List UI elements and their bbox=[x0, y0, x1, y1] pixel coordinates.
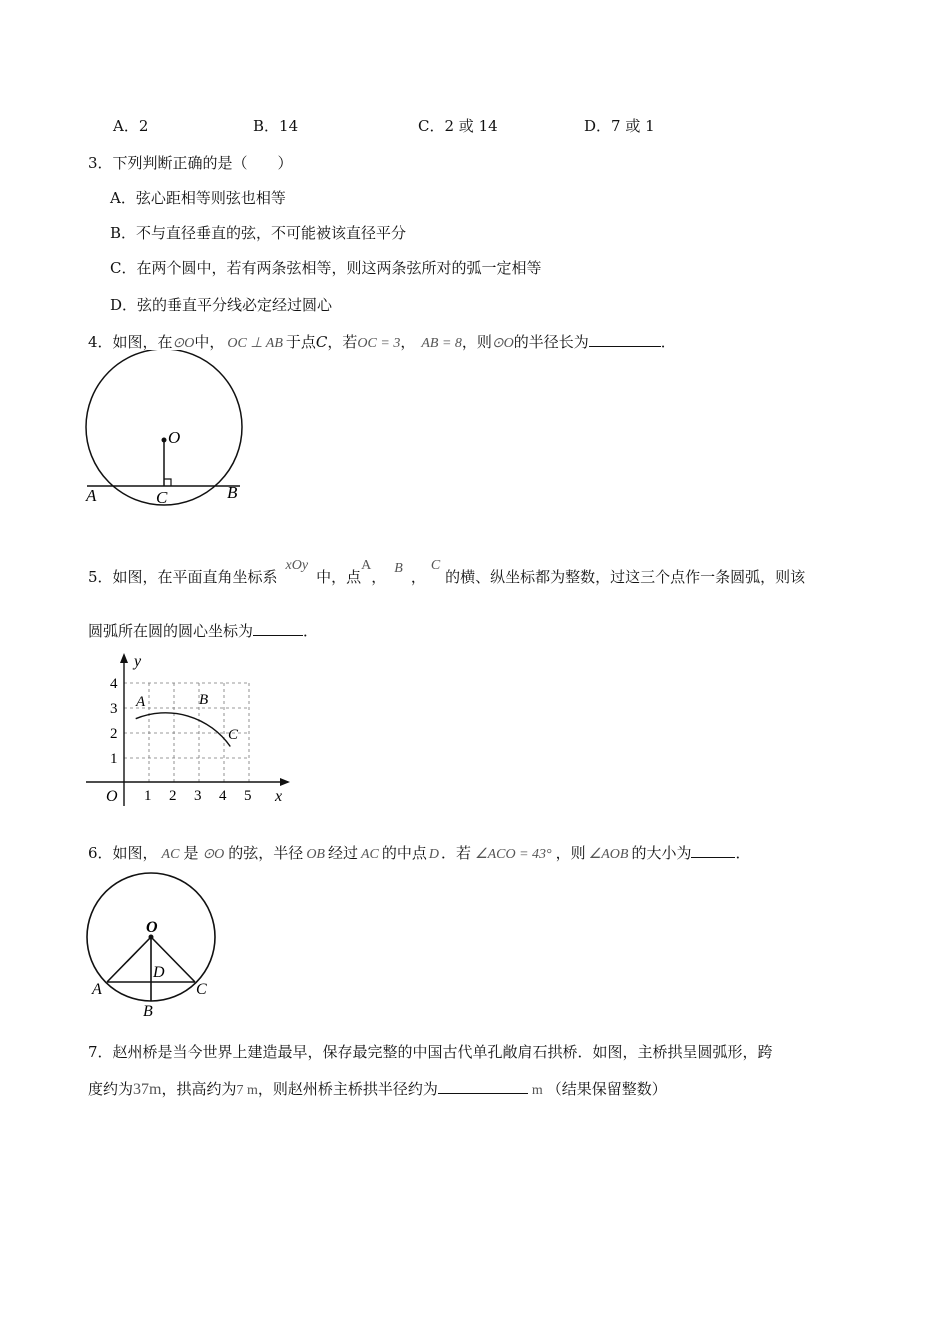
q3-option-d bbox=[110, 295, 332, 315]
q5-stem-line1 bbox=[88, 558, 806, 589]
x-tick-4: 4 bbox=[219, 788, 227, 804]
circle-o-symbol: ⊙O bbox=[172, 336, 195, 351]
right-angle-mark bbox=[164, 479, 171, 486]
xoy-symbol: xOy bbox=[285, 558, 309, 573]
option-text: 2 bbox=[138, 117, 149, 135]
option-label: D． bbox=[110, 296, 138, 314]
q2-option-a bbox=[113, 116, 148, 136]
text: ． bbox=[660, 333, 676, 351]
text: 是 bbox=[183, 844, 199, 862]
text: ． bbox=[735, 844, 751, 862]
text: 6．如图， bbox=[88, 844, 158, 862]
q5-coordinate-graph bbox=[82, 648, 297, 810]
label-b: B bbox=[227, 483, 238, 502]
option-text: 在两个圆中，若有两条弦相等，则这两条弦所对的弧一定相等 bbox=[136, 259, 542, 277]
q6-figure bbox=[80, 858, 230, 1020]
q3-option-b bbox=[110, 223, 406, 243]
label-a: A bbox=[86, 486, 97, 505]
label-c: C bbox=[196, 981, 207, 998]
label-b: B bbox=[143, 1003, 153, 1020]
q7-stem-line2 bbox=[88, 1078, 667, 1101]
option-label: D． bbox=[584, 117, 612, 135]
text: ． bbox=[303, 622, 319, 640]
text: 度约为 bbox=[88, 1080, 134, 1098]
option-text: 7 或 1 bbox=[611, 117, 655, 135]
q7-stem-line1: 7．赵州桥是当今世界上建造最早，保存最完整的中国古代单孔敞肩石拱桥．如图，主桥拱呈圆弧形，跨 bbox=[88, 1043, 773, 1061]
text: 于点 bbox=[285, 333, 316, 351]
perpendicular-expr: OC ⊥ AB bbox=[227, 336, 283, 351]
point-c: C bbox=[430, 558, 441, 573]
q3-stem: 3．下列判断正确的是（ ） bbox=[88, 154, 293, 172]
y-tick-4: 4 bbox=[110, 676, 118, 692]
label-b: B bbox=[199, 692, 209, 708]
q5-stem-line2 bbox=[88, 620, 318, 641]
x-axis-label: x bbox=[275, 788, 283, 805]
label-c: C bbox=[228, 727, 239, 743]
text: 中，点 bbox=[316, 568, 362, 586]
origin-label: O bbox=[106, 788, 118, 805]
angle-aob-symbol: ∠AOB bbox=[588, 847, 629, 862]
y-tick-3: 3 bbox=[110, 701, 118, 717]
option-label: A． bbox=[110, 189, 136, 207]
q3-option-a bbox=[110, 188, 286, 208]
text: 圆弧所在圆的圆心坐标为 bbox=[88, 622, 254, 640]
option-label: B． bbox=[253, 117, 280, 135]
option-label: C． bbox=[110, 259, 137, 277]
circle-o-symbol: ⊙O bbox=[202, 847, 225, 862]
text: ，拱高约为 bbox=[161, 1080, 237, 1098]
text: 的半径长为 bbox=[513, 333, 589, 351]
unit: m bbox=[531, 1083, 543, 1098]
answer-blank[interactable] bbox=[438, 1078, 528, 1094]
point-a: A bbox=[361, 558, 372, 573]
q3-option-c bbox=[110, 258, 542, 278]
segment-oa bbox=[107, 937, 151, 982]
answer-blank[interactable] bbox=[589, 331, 661, 347]
option-text: 弦心距相等则弦也相等 bbox=[135, 189, 286, 207]
y-axis-arrow bbox=[120, 653, 128, 663]
option-text: 弦的垂直平分线必定经过圆心 bbox=[137, 296, 333, 314]
option-label: C． bbox=[418, 117, 445, 135]
oc-expr: OC = 3 bbox=[357, 336, 401, 351]
option-text: 14 bbox=[279, 117, 299, 135]
text: ，则 bbox=[461, 333, 492, 351]
q2-option-b bbox=[253, 116, 298, 136]
label-a: A bbox=[92, 981, 102, 998]
option-text: 不与直径垂直的弦，不可能被该直径平分 bbox=[136, 224, 407, 242]
ob-symbol: OB bbox=[306, 847, 325, 862]
label-c: C bbox=[156, 488, 168, 507]
text: 的中点 bbox=[381, 844, 427, 862]
arc-abc bbox=[136, 713, 231, 747]
option-label: A． bbox=[113, 117, 139, 135]
x-axis-arrow bbox=[280, 778, 290, 786]
text: 5．如图，在平面直角坐标系 bbox=[88, 568, 278, 586]
text: ．若 bbox=[441, 844, 472, 862]
label-a: A bbox=[136, 694, 146, 710]
text: 中， bbox=[194, 333, 225, 351]
text: ，若 bbox=[327, 333, 358, 351]
ac-symbol: AC bbox=[361, 847, 379, 862]
height-value: 7 m bbox=[236, 1083, 258, 1098]
point-c: C bbox=[315, 333, 328, 351]
y-axis-label: y bbox=[134, 653, 142, 670]
point-o bbox=[162, 438, 167, 443]
x-tick-5: 5 bbox=[244, 788, 252, 804]
y-tick-1: 1 bbox=[110, 751, 118, 767]
option-text: 2 或 14 bbox=[444, 117, 498, 135]
circle-o-symbol: ⊙O bbox=[491, 336, 514, 351]
span-value: 37m bbox=[133, 1081, 162, 1098]
x-tick-3: 3 bbox=[194, 788, 202, 804]
angle-aco-expr: ∠ACO = 43° bbox=[475, 847, 552, 862]
label-o: O bbox=[146, 919, 158, 936]
q2-option-d bbox=[584, 116, 655, 136]
text: 的弦，半径 bbox=[228, 844, 304, 862]
text: 的大小为 bbox=[631, 844, 692, 862]
text: 经过 bbox=[327, 844, 358, 862]
text: 的横、纵坐标都为整数，过这三个点作一条圆弧，则该 bbox=[445, 568, 806, 586]
label-d: D bbox=[153, 964, 165, 981]
ac-symbol: AC bbox=[161, 847, 180, 862]
point-d: D bbox=[428, 847, 440, 862]
answer-blank[interactable] bbox=[691, 842, 735, 858]
text: 4．如图，在 bbox=[88, 333, 173, 351]
label-o: O bbox=[168, 428, 181, 447]
x-tick-1: 1 bbox=[144, 788, 152, 804]
ab-expr: AB = 8 bbox=[421, 336, 462, 351]
text: ， bbox=[371, 568, 387, 586]
answer-blank[interactable] bbox=[253, 620, 303, 636]
x-tick-2: 2 bbox=[169, 788, 177, 804]
text: （结果保留整数） bbox=[546, 1080, 667, 1098]
text: ， bbox=[410, 568, 426, 586]
y-tick-2: 2 bbox=[110, 726, 118, 742]
text: ，则 bbox=[555, 844, 586, 862]
text: ， bbox=[400, 333, 416, 351]
option-label: B． bbox=[110, 224, 137, 242]
point-b: B bbox=[394, 561, 403, 576]
q4-figure bbox=[80, 350, 255, 510]
q2-option-c bbox=[418, 116, 498, 136]
text: ，则赵州桥主桥拱半径约为 bbox=[257, 1080, 438, 1098]
